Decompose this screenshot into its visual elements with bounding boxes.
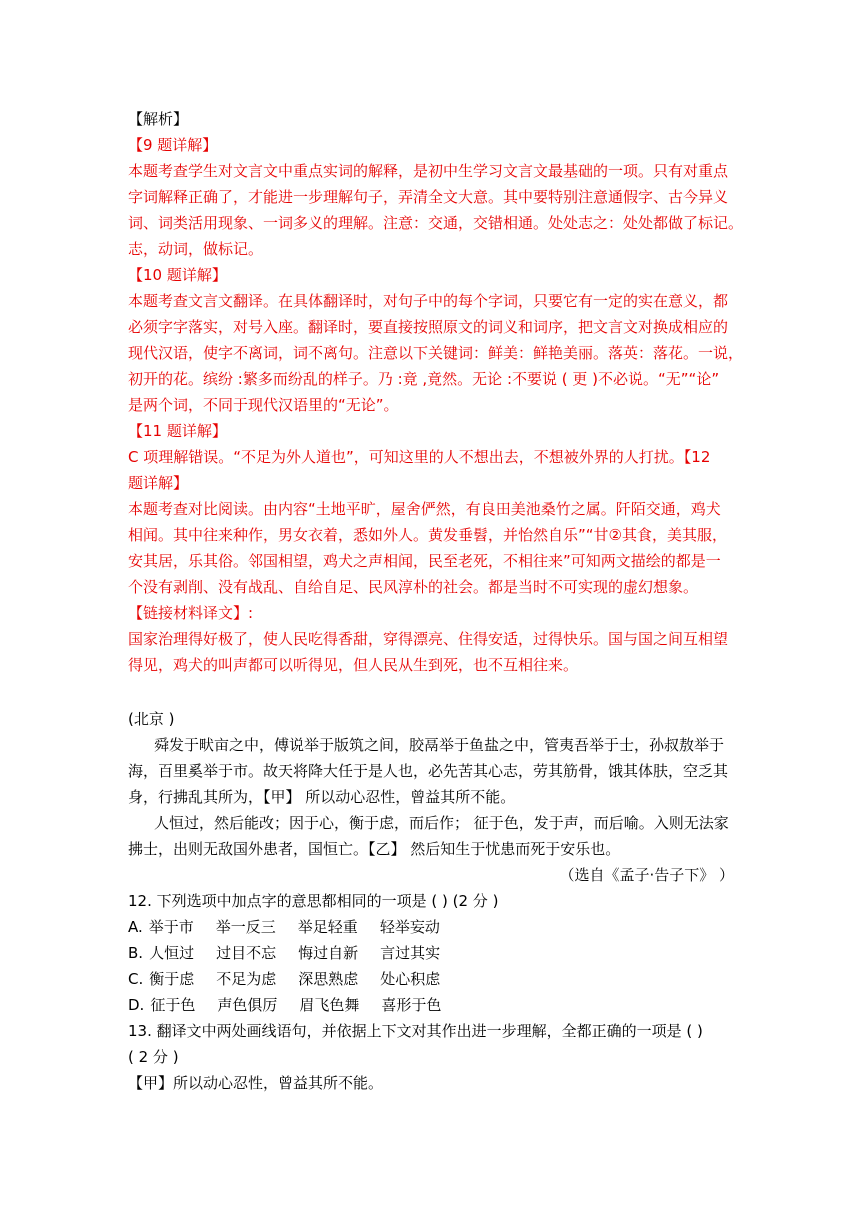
q13-stem: 13. 翻译文中两处画线语句，并依据上下文对其作出进一步理解，全都正确的一项是 ( ) — [128, 1022, 703, 1040]
analysis-heading: 【解析】 — [128, 110, 189, 128]
option-word: 声色俱厉 — [217, 996, 278, 1014]
option-label: A. — [128, 918, 143, 936]
q12-option-b — [128, 940, 734, 966]
passage-line: 海，百里奚举于市。故天将降大任于是人也，必先苦其心志，劳其筋骨，饿其体肤，空乏其 — [128, 762, 729, 780]
q11-line: C 项理解错误。“不足为外人道也”，可知这里的人不想出去，不想被外界的人打扰。【12 — [128, 448, 711, 466]
q12-option-c — [128, 966, 734, 992]
q10-line: 初开的花。缤纷 :繁多而纷乱的样子。乃 :竟 ,竟然。无论 :不要说 ( 更 )不必说。“无”“论” — [128, 370, 720, 388]
option-word: 眉飞色舞 — [299, 996, 360, 1014]
option-word: 征于色 — [150, 996, 196, 1014]
q13-jia-sentence: 【甲】所以动心忍性，曾益其所不能。 — [128, 1074, 384, 1092]
q12-analysis-line: 相闻。其中往来种作，男女衣着，悉如外人。黄发垂髫，并怡然自乐”“甘②其食，美其服， — [128, 526, 727, 544]
analysis-section — [128, 106, 744, 678]
option-word: 举于市 — [148, 918, 194, 936]
passage-citation: （选自《孟子·告子下》 ） — [559, 866, 734, 884]
option-word: 不足为虑 — [216, 970, 277, 988]
option-word: 言过其实 — [380, 944, 441, 962]
q9-line: 志，动词，做标记。 — [128, 240, 264, 258]
q10-line: 必须字字落实，对号入座。翻译时，要直接按照原文的词义和词序，把文言文对换成相应的 — [128, 318, 729, 336]
q10-line: 本题考查文言文翻译。在具体翻译时，对句子中的每个字词，只要它有一定的实在意义，都 — [128, 292, 729, 310]
option-label: C. — [128, 970, 144, 988]
passage-line: 舜发于畎亩之中，傅说举于版筑之间，胶鬲举于鱼盐之中，管夷吾举于士，孙叔敖举于 — [154, 736, 725, 754]
option-word: 举一反三 — [215, 918, 276, 936]
option-word: 举足轻重 — [297, 918, 358, 936]
option-word: 处心积虑 — [380, 970, 441, 988]
passage-line: 人恒过，然后能改；因于心，衡于虑，而后作； 征于色，发于声，而后喻。入则无法家 — [154, 814, 729, 832]
passage-line: 拂士，出则无敌国外患者，国恒亡。【乙】 然后知生于忧患而死于安乐也。 — [128, 840, 621, 858]
option-word: 轻举妄动 — [379, 918, 440, 936]
option-word: 过目不忘 — [216, 944, 277, 962]
q11-title: 【11 题详解】 — [128, 422, 227, 440]
q11-line: 题详解】 — [128, 474, 189, 492]
option-word: 衡于虑 — [149, 970, 195, 988]
q12-analysis-line: 安其居，乐其俗。邻国相望，鸡犬之声相闻，民至老死，不相往来”可知两文描绘的都是一 — [128, 552, 721, 570]
q10-line: 是两个词，不同于现代汉语里的“无论”。 — [128, 396, 399, 414]
option-word: 悔过自新 — [298, 944, 359, 962]
passage-line: 身，行拂乱其所为，【甲】 所以动心忍性，曾益其所不能。 — [128, 788, 516, 806]
q9-line: 词、词类活用现象、一词多义的理解。注意：交通，交错相通。处处志之：处处都做了标记。 — [128, 214, 744, 232]
option-label: D. — [128, 996, 145, 1014]
option-word: 人恒过 — [149, 944, 195, 962]
q12-analysis-line: 本题考查对比阅读。由内容“土地平旷，屋舍俨然，有良田美池桑竹之属。阡陌交通，鸡犬 — [128, 500, 721, 518]
link-line: 国家治理得好极了，使人民吃得香甜，穿得漂亮、住得安适，过得快乐。国与国之间互相望 — [128, 630, 729, 648]
passage-section — [128, 706, 734, 1096]
option-label: B. — [128, 944, 144, 962]
option-word: 深思熟虑 — [298, 970, 359, 988]
q9-line: 本题考查学生对文言文中重点实词的解释，是初中生学习文言文最基础的一项。只有对重点 — [128, 162, 729, 180]
q12-option-a — [128, 914, 734, 940]
q12-analysis-line: 个没有剥削、没有战乱、自给自足、民风淳朴的社会。都是当时不可实现的虚幻想象。 — [128, 578, 699, 596]
q13-stem-score: ( 2 分 ) — [128, 1048, 179, 1066]
passage-source-tag: (北京 ) — [128, 710, 175, 728]
q10-title: 【10 题详解】 — [128, 266, 227, 284]
link-title: 【链接材料译文】: — [128, 604, 254, 622]
q12-stem: 12. 下列选项中加点字的意思都相同的一项是 ( ) (2 分 ) — [128, 892, 499, 910]
q9-line: 字词解释正确了，才能进一步理解句子，弄清全文大意。其中要特别注意通假字、古今异义 — [128, 188, 729, 206]
link-line: 得见，鸡犬的叫声都可以听得见，但人民从生到死，也不互相往来。 — [128, 656, 579, 674]
q12-option-d — [128, 992, 734, 1018]
q10-line: 现代汉语，使字不离词，词不离句。注意以下关键词：鲜美：鲜艳美丽。落英：落花。一说， — [128, 344, 744, 362]
q9-title: 【9 题详解】 — [128, 136, 218, 154]
option-word: 喜形于色 — [381, 996, 442, 1014]
